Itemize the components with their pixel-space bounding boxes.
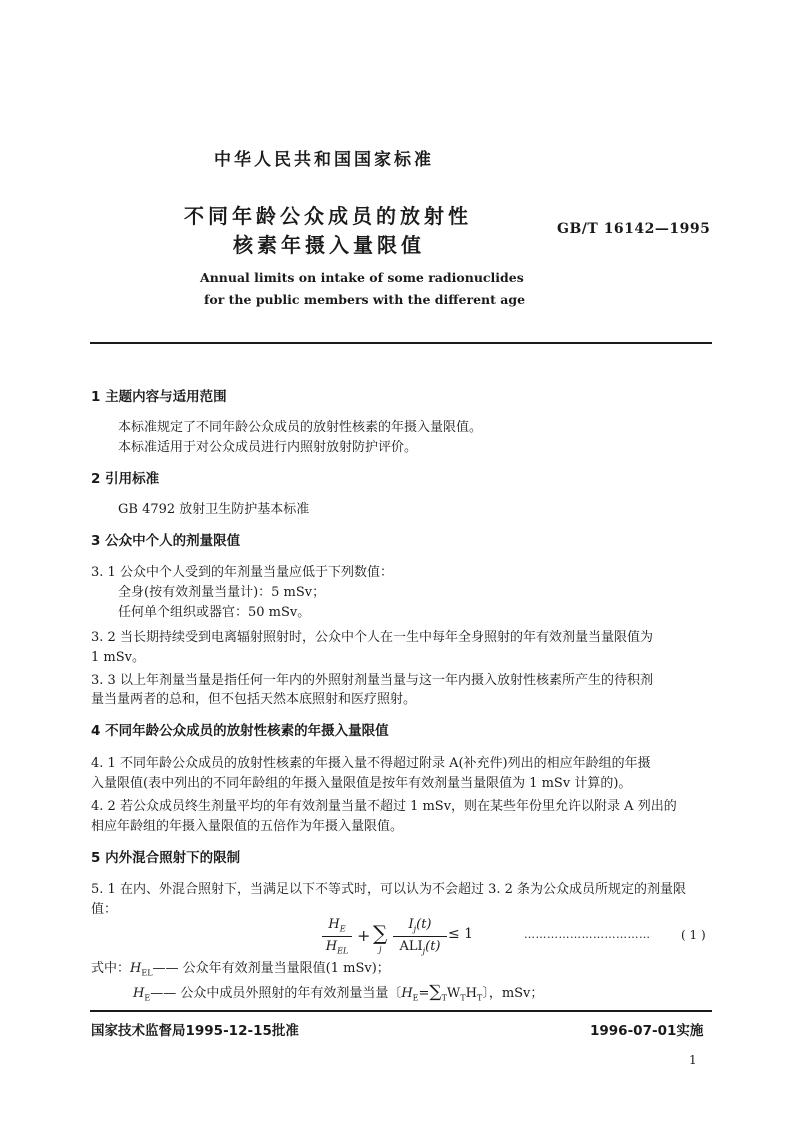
clause-3-2-line-2: 1 mSv。	[91, 650, 145, 665]
section-1-para-2: 本标准适用于对公众成员进行内照射放射防护评价。	[118, 440, 418, 455]
english-title-line-1: Annual limits on intake of some radionuclides	[200, 270, 524, 285]
symbol-definition-hel: 式中：$H_{EL}——$ 公众年有效剂量当量限值(1 mSv)；	[91, 961, 390, 978]
issuing-body: 中华人民共和国国家标准	[214, 150, 434, 170]
formula-sum-symbol: ∑	[373, 921, 388, 945]
section-2-heading: 2 引用标准	[91, 471, 160, 487]
clause-3-1: 3. 1 公众中个人受到的年剂量当量应低于下列数值：	[91, 565, 393, 580]
title-line-1: 不同年龄公众成员的放射性	[184, 204, 472, 228]
page-number: 1	[689, 1053, 697, 1067]
clause-4-1-line-2: 入量限值(表中列出的不同年龄组的年摄入量限值是按年有效剂量当量限值为 1 mSv 计算的)。	[91, 776, 632, 791]
formula-leader-dots: ……………………………	[524, 928, 651, 941]
section-2-reference: GB 4792 放射卫生防护基本标准	[118, 502, 310, 517]
clause-3-1-item-b: 任何单个组织或器官：50 mSv。	[118, 605, 311, 620]
clause-3-3-line-2: 量当量两者的总和，但不包括天然本底照射和医疗照射。	[91, 692, 417, 707]
header-divider	[90, 342, 712, 344]
section-5-heading: 5 内外混合照射下的限制	[91, 850, 241, 866]
formula-fraction-intake-ali: $I_j(t)$ $ALI_j(t)$	[393, 917, 447, 955]
clause-4-1-line-1: 4. 1 不同年龄公众成员的放射性核素的年摄入量不得超过附录 A(补充件)列出的相应年龄组的年摄	[91, 756, 651, 771]
clause-5-1-line-1: 5. 1 在内、外混合照射下，当满足以下不等式时，可以认为不会超过 3. 2 条为公众成员所规定的剂量限	[91, 882, 687, 897]
formula-sum-index: j	[379, 945, 382, 954]
equation-number: ( 1 )	[681, 928, 706, 942]
clause-4-2-line-2: 相应年龄组的年摄入量限值的五倍作为年摄入量限值。	[91, 819, 404, 834]
formula-fraction-he-hel: $H_E$ $H_{EL}$	[322, 917, 352, 955]
clause-3-1-item-a: 全身(按有效剂量当量计)：5 mSv；	[118, 585, 326, 600]
section-1-para-1: 本标准规定了不同年龄公众成员的放射性核素的年摄入量限值。	[118, 420, 483, 435]
section-1-heading: 1 主题内容与适用范围	[91, 389, 227, 405]
section-4-heading: 4 不同年龄公众成员的放射性核素的年摄入量限值	[91, 723, 389, 739]
effective-date: 1996-07-01实施	[590, 1023, 704, 1039]
clause-4-2-line-1: 4. 2 若公众成员终生剂量平均的年有效剂量当量不超过 1 mSv，则在某些年份里允许以附录 A 列出的	[91, 799, 677, 814]
approval-date: 国家技术监督局1995-12-15批准	[91, 1023, 299, 1039]
formula-relation: ≤ 1	[448, 926, 474, 942]
section-3-heading: 3 公众中个人的剂量限值	[91, 533, 241, 549]
footer-divider	[90, 1010, 712, 1012]
clause-3-3-line-1: 3. 3 以上年剂量当量是指任何一年内的外照射剂量当量与这一年内摄入放射性核素所产生的待积剂	[91, 673, 653, 688]
formula-plus: +	[357, 926, 371, 945]
clause-3-2-line-1: 3. 2 当长期持续受到电离辐射照射时，公众中个人在一生中每年全身照射的年有效剂量当量限值为	[91, 630, 653, 645]
clause-5-1-line-2: 值：	[91, 902, 118, 917]
title-line-2: 核素年摄入量限值	[233, 233, 425, 257]
standard-number: GB/T 16142—1995	[557, 221, 711, 237]
english-title-line-2: for the public members with the different age	[204, 292, 526, 307]
symbol-definition-he: $H_E——$ 公众中成员外照射的年有效剂量当量〔$H_E=\sum_TW_TH_T$〕，mSv；	[133, 982, 544, 1003]
